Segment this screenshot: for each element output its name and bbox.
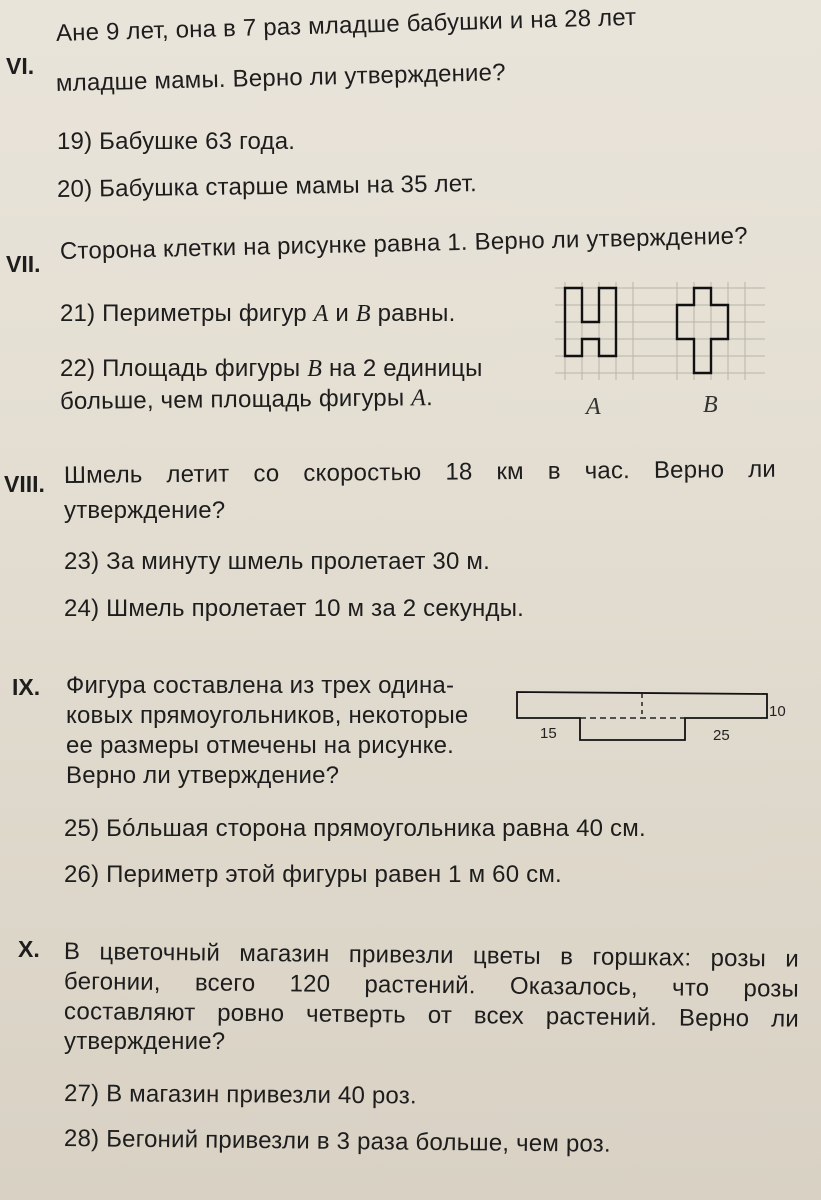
- grid-lines: [555, 282, 765, 380]
- question-22-l2-pre: больше, чем площадь фигуры: [59, 384, 412, 415]
- section-viii-number: VIII.: [4, 471, 45, 497]
- section-x-number: X.: [18, 936, 40, 962]
- dimension-10: 10: [769, 703, 786, 720]
- question-21-figure-b: B: [355, 301, 371, 327]
- question-21: [60, 300, 455, 328]
- question-21-figure-a: A: [313, 301, 329, 327]
- question-20: 20) Бабушка старше мамы на 35 лет.: [56, 170, 478, 203]
- section-vi-text-line-2: младше мамы. Верно ли утверждение?: [55, 59, 507, 97]
- question-22-line-2: [60, 384, 433, 416]
- question-22-l2-post: .: [425, 384, 434, 412]
- question-25: 25) Бóльшая сторона прямоугольника равна 40 см.: [64, 815, 646, 842]
- section-x-text-line-1: В цветочный магазин привезли цветы в горшках: розы и: [63, 938, 800, 973]
- section-vii-number: VII.: [6, 251, 41, 277]
- question-24: 24) Шмель пролетает 10 м за 2 секунды.: [64, 595, 525, 622]
- section-ix-text-line-4: Верно ли утверждение?: [66, 762, 340, 789]
- question-28: 28) Бегоний привезли в 3 раза больше, чем роз.: [63, 1125, 611, 1158]
- section-x-text-line-4: утверждение?: [64, 1028, 226, 1055]
- section-ix-number: IX.: [12, 674, 41, 700]
- question-22-pre: 22) Площадь фигуры: [60, 355, 308, 382]
- question-21-mid: и: [328, 300, 356, 327]
- section-viii-text-line-2: утверждение?: [64, 497, 226, 524]
- figures-a-b: [545, 270, 775, 420]
- question-26: 26) Периметр этой фигуры равен 1 м 60 см.: [64, 861, 562, 888]
- figure-a-label: A: [586, 394, 601, 420]
- section-vii-text: Сторона клетки на рисунке равна 1. Верно ли утверждение?: [59, 222, 749, 265]
- question-22-post: на 2 единицы: [322, 355, 483, 382]
- question-21-post: равны.: [370, 300, 456, 327]
- section-ix-text-line-2: ковых прямоугольников, некоторые: [66, 702, 469, 729]
- question-27: 27) В магазин привезли 40 роз.: [63, 1080, 417, 1110]
- section-vi-number: VI.: [6, 53, 35, 79]
- section-ix-text-line-3: ее размеры отмечены на рисунке.: [66, 732, 455, 759]
- question-22-line-1: [60, 355, 483, 383]
- question-22-figure-a: A: [411, 385, 427, 412]
- question-23: 23) За минуту шмель пролетает 30 м.: [64, 548, 490, 575]
- figure-b-shape: [677, 288, 728, 373]
- section-vi-text-line-1: Ане 9 лет, она в 7 раз младше бабушки и на 28 лет: [55, 3, 637, 47]
- rectangles-figure: [505, 685, 805, 755]
- section-x-text-line-3: составляют ровно четверть от всех растений. Верно ли: [63, 998, 800, 1033]
- section-viii-text-line-1: Шмель летит со скоростью 18 км в час. Верно ли: [63, 455, 777, 489]
- section-x-text-line-2: бегонии, всего 120 растений. Оказалось, что розы: [63, 968, 800, 1003]
- dimension-25: 25: [713, 727, 730, 744]
- question-21-pre: 21) Периметры фигур: [60, 300, 314, 327]
- question-19: 19) Бабушке 63 года.: [57, 128, 296, 155]
- question-22-figure-b: B: [307, 356, 323, 382]
- dimension-15: 15: [540, 725, 557, 742]
- figure-b-label: B: [703, 392, 718, 418]
- section-ix-text-line-1: Фигура составлена из трех одина-: [66, 672, 455, 699]
